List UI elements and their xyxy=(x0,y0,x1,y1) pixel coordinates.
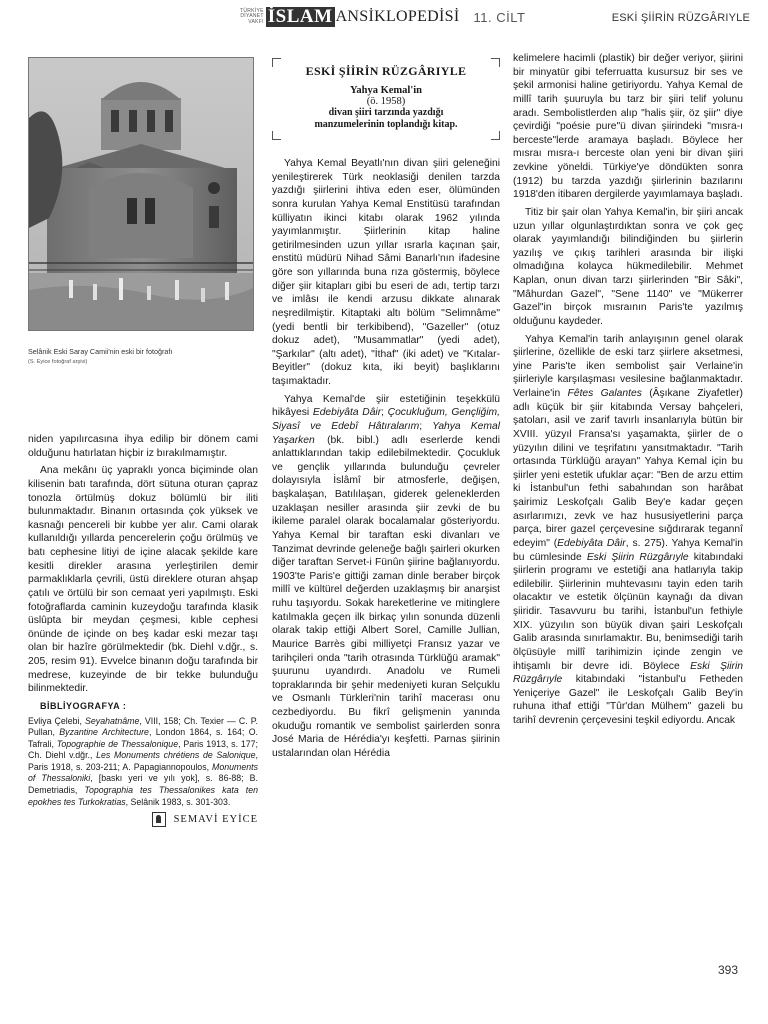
text-segment: kitabındaki "İstanbul'u Fetheden Yeniçeriye Gazel" ile Leskofçalı Galib Bey'in ruhuna ithaf ettiği "Tûr'dan Mülhem" gazeli bu tarihî devrenin çerçevesini teşkil ediyordu. Ancak xyxy=(513,674,743,726)
biblio-title: Seyahatnâme xyxy=(85,715,140,726)
biblio-segment: , London 1864, s. 164; O. Tafrali, xyxy=(28,727,258,749)
brand-small-line: TÜRKİYE xyxy=(240,7,264,14)
photo-caption xyxy=(28,346,260,368)
encyclopedia-brand xyxy=(240,6,525,28)
text-segment: (Âşıkane Ziyafetler) adlı küçük bir şiir kitabında Versay bahçeleri, şatoları, asil ve zarif tavırlı insanlarıyla bütün bir XVIII. yüzyıl Fransa'sı yaşamakta, şiirler de o yüzyılın dilini ve teşrifatını yansıtmaktadır. "Tarih ortasında Türklüğü arayan" Yahya Kemal için bu şiirler yeni estetik ufuklar açar: "Ben de arzu ettim ki İstanbul'un fethi sabahından son harâbat şairimiz Leskofçalı Galib Bey'e kadar geçen asırlarımızı, zevk ve haz hususiyetlerini parça parça, birer gazel çerçevesine sığdırarak tegannî edeyim" ( xyxy=(513,388,743,549)
book-title: Eski Şiirin Rüzgârıyle xyxy=(513,660,743,686)
book-title: Eski Şiirin Rüzgârıyle xyxy=(586,551,689,563)
encyclopedia-logo-icon xyxy=(152,812,166,827)
corner-mark xyxy=(491,58,500,67)
text-segment: , s. 275). Yahya Kemal'in bu cümlesinde xyxy=(513,537,744,563)
left-column xyxy=(28,433,258,827)
brand-ansiklopedisi: ANSİKLOPEDİSİ xyxy=(335,8,460,25)
corner-mark xyxy=(272,58,281,67)
book-title: Edebiyâta Dâir xyxy=(557,537,626,549)
text-segment: ; xyxy=(381,407,388,419)
author-signature xyxy=(28,812,258,827)
caption-credit: (S. Eyice fotoğraf arşivi) xyxy=(28,359,88,365)
paragraph xyxy=(513,333,743,728)
page-number: 393 xyxy=(717,963,738,977)
text-segment: Yahya Kemal'in tarih anlayışının genel olarak şiirlerine, özellikle de eski tarz şiirlere aksetmesi, yine Paris'te iken sembolist şair Verlaine'in şiirleriyle karşılaşması vesilesine bağlanmaktadır. Verlaine'in xyxy=(513,333,743,399)
middle-column xyxy=(272,157,500,761)
article-subtitle: manzumelerinin toplandığı kitap. xyxy=(314,119,458,130)
paragraph: Ana mekânı üç yapraklı yonca biçiminde olan kilisenin batı tarafında, dört sütuna oturan çapraz tonozla örtülmüş dokuz bölümlü bir iliti bulunmaktadır. Binanın ortasında çok yüksek ve kasnağı pencereli bir kubbe yer alır. Cami olarak kullanıldığı yıllarda pencerelerin çoğu örülmüş ve batı cephesine litiyi de içine alacak şekilde kare kesitli direkler arasına yerleştirilen demir parmaklıklarla çevrili, üstü direklere oturan ahşap çatılı ve örtülü bir son cemaat yeri yapılmıştı. Eski fotoğraflarda caminin kuzeydoğu tarafında klasik üslûpta bir meydan çeşmesi, kıble cephesi önünde de içinde on beş kadar eski mezar taşı olan bir hazîre görülmektedir (bk. Diehl v.dğr., s. 205, resim 91). Evvelce binanın doğu tarafında bir medrese, kuzeyinde de bir tekke bulunduğu bilinmektedir. xyxy=(28,465,258,695)
paragraph: Yahya Kemal Beyatlı'nın divan şiiri geleneğini yenileştirerek Türk neoklasiği denilen tarzda yazdığı şiirlerini ihtiva eden eser, ölümünden sonra kurulan Yahya Kemal Enstitüsü tarafından külliyatın ikinci kitabı olarak 1962 yılında yayımlanmıştır. Şiirlerinin kitap haline getirilmesinden uzun yıllar ısrarla kaçınan şair, enstitü müdürü Nihad Sâmi Banarlı'nın ifadesine göre son yıllarında buna rıza göstermiş, böylece diğer şiir kitapları gibi bu eseri de adı, tertip tarzı ve imlâsı ile kendi arzusu dikkate alınarak neşredilmiştir. Kitaptaki altı bölüm "Selimnâme" (yedi bentli bir terkibibend), "Gazeller" (otuz dokuz adet), "Musammatlar" (yedi adet), "Şarkılar" (altı adet), "İthaf" (iki adet) ve "Kıtalar-Beyitler" (dokuz kıta, iki beyit) başlıklarını taşımaktadır. xyxy=(272,158,500,387)
caption-text: Selânik Eski Saray Camii'nin eski bir fotoğrafı xyxy=(28,347,173,356)
brand-small-line: VAKFI xyxy=(248,18,264,25)
text-segment: kitabındaki şiirlerin programı ve estetiği ana hatlarıyla takip edilebilir. Şiirlerinin muhtevasını tayin eden tarih olacaktır ve estetik ölçünün kaynağı da divan şiiridir. Tasavvuru bu tarihi, İstanbul'un fethiyle XIX. yüzyılın son büyük divan şairi Leskofçalı Galib arasında sınırlamaktır. Bu, benimsediği tarih ölçüsüyle millî tarihimizin içinde zengin ve ihtişamlı bir devre idi. Böylece xyxy=(513,551,744,672)
paragraph: niden yapılırcasına ihya edilip bir dönem cami olduğunu hatırlatan hiçbir iz bırakılmamıştır. xyxy=(28,434,258,459)
brand-islam-logo: İSLAM xyxy=(267,6,333,27)
corner-mark xyxy=(272,131,281,140)
paragraph xyxy=(272,393,500,761)
right-column xyxy=(513,52,743,728)
biblio-title: Monuments of Thessaloniki xyxy=(28,761,258,784)
author-name: SEMAVİ EYİCE xyxy=(173,813,258,825)
bibliography-heading: BİBLİYOGRAFYA : xyxy=(40,700,127,711)
book-title: Çocukluğum, Gençliğim, Siyasî ve Edebî Hâtıralarım xyxy=(272,407,500,432)
corner-mark xyxy=(491,131,500,140)
paragraph: Titiz bir şair olan Yahya Kemal'in, bir şiiri ancak uzun yıllar olgunlaştırdıktan sonra ve çok geç olarak yayımlandığı bilindiğinden bu şiirlerin yazılış ve çıkış tarihleri arasında bir ilişki olmadığına kolayca hükmedilebilir. Mehmet Kaplan, onun divan tarzı şiirlerinden "Bir Sâki", "Mâhurdan Gazel", "Sene 1140" ve "Mükerrer Gazel"in birçok mısraının Paris'te yazılmış olduğunu kaydeder. xyxy=(513,206,743,327)
mosque-photo xyxy=(28,57,254,331)
running-title: ESKİ ŞİİRİN RÜZGÂRIYLE xyxy=(611,12,750,24)
volume-label: 11. CİLT xyxy=(473,9,526,25)
biblio-segment: , Paris 1913, s. 177; Ch. Diehl v.dğr., xyxy=(28,738,258,761)
mosque-photo-illustration xyxy=(29,58,253,330)
biblio-segment: , [baskı yeri ve yılı yok], s. 86-88; B. Demetriadis, xyxy=(28,773,258,796)
article-author-line: Yahya Kemal'in xyxy=(349,85,423,96)
biblio-title: Les Monuments chrétiens de Salonique xyxy=(96,750,256,761)
text-segment: (bk. bibl.) adlı eserlerde kendi anlattıklarından takip edilebilmektedir. Çocukluk ve gençlik yıllarında bulunduğu çevreler dolayısıyla İslâmî bir atmosferle, değişen, başkalaşan, Batılılaşan, giderek geleneklerden uzaklaşan nesiller arasında şiir zevki de bu ikileme paralel olarak bocalamalar gösteriyordu. Yahya Kemal bir taraftan eski divanları ve Tanzimat devrinde geleneğe bağlı şairleri okurken diğer taraftan Servet-i Fünûn şiirine bağlanıyordu. 1903'te Paris'e gittiği zaman dinle beraber birçok millî ve kültürel değerden uzaklaşmış bir anarşist ruhu taşıyordu. Sokak hareketlerine ve mitinglere katılmakla geçen ilk birkaç yılın sonunda düzenli olarak takip ettiği Albert Sorel, Camille Jullian, Maurice Barrès gibi milliyetçi Fransız yazar ve tarihçileri onda "tarih otrasında Türklüğü aramak" şuurunu uyandırdı. Anadolu ve Rumeli topraklarında bir şehir medeniyeti kuran Selçuklu ve Osmanlı Türkleri'nin tarihî macerası onu cezbediyordu. Bu fikrî gelişmenin yanında okuduğu romantik ve sembolist şairlerden sonra José Maria de Hérédia'yı keşfetti. Parnas şiirinin ustalarından olan Hérédia xyxy=(272,434,500,759)
brand-foundation-text xyxy=(240,9,264,26)
bibliography-text xyxy=(28,716,258,809)
article-title: ESKİ ŞİİRİN RÜZGÂRIYLE xyxy=(305,64,467,78)
biblio-segment: , Selânik 1983, s. 301-303. xyxy=(125,796,231,807)
biblio-title: Topographie de Thessalonique xyxy=(56,738,179,749)
book-title: Edebiyâta Dâir xyxy=(312,407,382,419)
biblio-segment: Evliya Çelebi, xyxy=(28,715,86,726)
brand-small-line: DİYANET xyxy=(240,13,264,20)
article-title-box xyxy=(272,58,500,140)
book-title: Yahya Kemal Yaşarken xyxy=(272,420,500,446)
article-subtitle: divan şiiri tarzında yazdığı xyxy=(328,107,444,118)
paragraph: kelimelere hacimli (plastik) bir değer veriyor, şiirini bir minyatür gibi teferruatta kusursuz bir ses ve şekil armonisi haline getiriyordu. Yahya Kemal de millî tarih şuuruyla bu tarz bir şiiri telif yolunu aradı. Sembolistlerden alıp "halis şiir, öz şiir" diye çevirdiği "poésie pure"ü divan şiirindeki "mısra-ı berceste"lerde aramaya başladı. Böylece her mısraı mısra-ı berceste olan yeni bir divan şiiri zevkine yöneldi. Türkiye'ye döndükten sonra (1912) bu tarzda yazdığı şiirlerinin bazılarını 1918'den itibaren dergilerde yayımlamaya başladı. xyxy=(513,53,743,201)
text-segment: ; xyxy=(419,420,433,432)
biblio-title: Byzantine Architecture xyxy=(59,727,149,738)
biblio-segment: , Paris 1918, s. 203-211; A. Papagiannopoulos, xyxy=(28,750,258,772)
text-segment: Yahya Kemal'de şiir estetiğinin teşekkülü hikâyesi xyxy=(272,393,500,419)
book-title: Fêtes Galantes xyxy=(567,388,642,399)
biblio-segment: , VIII, 158; Ch. Texier — C. P. Pullan, xyxy=(28,715,258,738)
biblio-title: Topographia tes Thessalonikes kata ten epokhes tes Turkokratias xyxy=(28,785,258,807)
article-dates: (ö. 1958) xyxy=(366,96,406,107)
